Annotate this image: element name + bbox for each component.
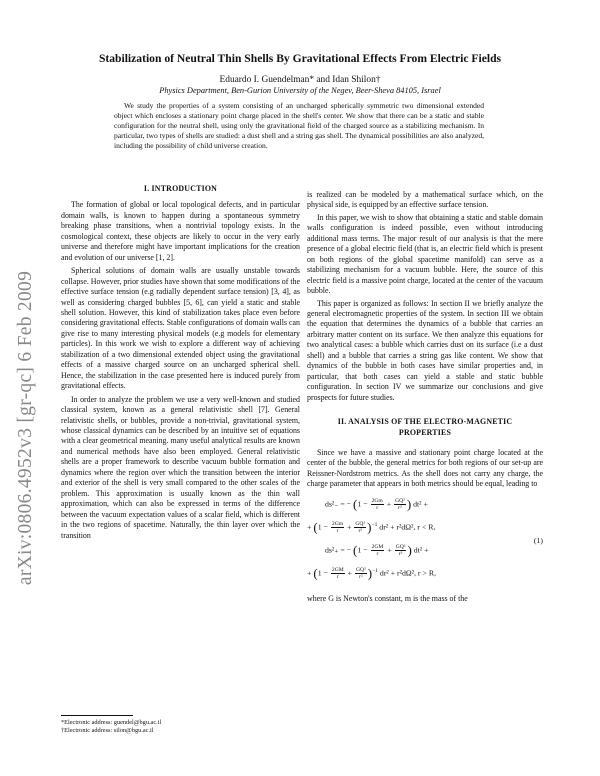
footnotes xyxy=(61,715,300,735)
footnote: †Electronic address: silon@bgu.ac.il xyxy=(61,727,154,734)
right-column xyxy=(307,190,543,604)
footnote: *Electronic address: guendel@bgu.ac.il xyxy=(61,719,162,726)
paragraph: is realized can be modeled by a mathematical surface which, on the physical side, is equipped by an effective surface tension. xyxy=(307,190,543,210)
paragraph: In order to analyze the problem we use a very well-known and studied classical system, known as a general relativistic shell [7]. General relativistic shells, or bubbles, provide a non-trivial, gravitational system, whose classical dynamics can be described by an intuitive set of equations with a clear geometrical meaning. many useful analytical results are known and numerical methods have also been employed. General relativistic shells are a proper framework to describe vacuum bubble formation and dynamics where the region over which the transition between the interior and exterior of the shell is very small compared to the other scales of the problem. This approximation is usually known as the thin wall approximation, which can also be expressed in terms of the difference between the vacuum expectation values of a scalar field, which is different in the two regions of spacetime. Naturally, the thin layer over which the transition xyxy=(61,394,300,540)
footnote-rule xyxy=(61,715,133,716)
arxiv-side-stamp: arXiv:0806.4952v3 [gr-qc] 6 Feb 2009 xyxy=(15,270,36,586)
left-column xyxy=(61,184,300,541)
section-1-title: I. INTRODUCTION xyxy=(143,184,218,193)
paragraph: In this paper, we wish to show that obtaining a static and stable domain walls configuration is indeed possible, even without introducing additional mass terms. The major result of our analysis is that the mere presence of a global electric field (that is, an electric field which is present on both regions of the global spacetime manifold) can serve as a stabilizing mechanism for a vacuum bubble. Here, the source of this electric field is a massive point charge, located at the center of the vacuum bubble. xyxy=(307,212,543,296)
equation-number: (1) xyxy=(533,535,543,545)
paragraph: Spherical solutions of domain walls are usually unstable towards collapse. However, prior studies have shown that some modifications of the effective surface tension (e.g radially dependent surface tension) [3, 4], as well as considering charged bubbles [5, 6], can yield a static and stable shell solution. However, this kind of stabilization takes place even before considering gravitational effects. Stable configurations of domain walls can give rise to many interesting physical models (e.g models for elementary particles). In this work we wish to explore a different way of achieving stabilization of a two dimensional extended object using the gravitational effects of a massive charged source on an uncharged spherical shell. Hence, the stabilization in the case presented here is induced purely from gravitational effects. xyxy=(61,266,300,391)
affiliation: Physics Department, Ben-Gurion University of the Negev, Beer-Sheva 84105, Israel xyxy=(159,86,441,95)
paragraph: where G is Newton's constant, m is the mass of the xyxy=(307,593,468,603)
paper-title: Stabilization of Neutral Thin Shells By Gravitational Effects From Electric Fields xyxy=(98,52,502,65)
paragraph: This paper is organized as follows: In section II we briefly analyze the general electromagnetic properties of the system. In section III we obtain the equation that determines the dynamics of a bubble that carries an arbitrary matter content on its surface. We then analyze this equations for two analytical cases: a bubble which carries dust on its surface (i.e a dust shell) and a bubble that carries a string gas like content. We show that dynamics of the bubble in both cases have similar properties and, in particular, that both cases can yield a stable and static bubble configuration. In section IV we summarize our conclusions and give prospects for future studies. xyxy=(307,298,543,402)
abstract: We study the properties of a system consisting of an uncharged spherically symmetric two dimensional extended object which encloses a stationary point charge placed in the shell's center. We show that there can be a static and stable configuration for the neutral shell, using only the gravitational field of the charged source as a stabilizing mechanism. In particular, two types of shells are studied: a dust shell and a string gas shell. The dynamical possibilities are also analyzed, including the possibility of child universe creation. xyxy=(114,101,484,150)
equation-1: ds²₋ = − (1 − $\frac{2Gm}{r}$ + $\frac{\text{GQ²}}{\text{r²}}$ ) dt² + + (1 − $\frac{2Gm}{r}$ + $\frac{\text{GQ²}}{\text{r²}}$ )$^{-1}$ dr² + r²dΩ², r < R, ds²₊ = − (1 − $\frac{2GM}{r}$ + $\frac{\text{GQ²}}{\text{r²}}$ ) dt² + + (1 − $\frac{2GM}{r}$ + $\frac{\text{GQ²}}{\text{r²}}$ )$^{-1}$ dr² + r²dΩ², r > R, (1) xyxy=(307,496,543,581)
section-2-title: II. ANALYSIS OF THE ELECTRO-MAGNETIC PROPERTIES xyxy=(337,417,513,437)
paragraph: Since we have a massive and stationary point charge located at the center of the bubble, the general metrics for both regions of our set-up are Reissner-Nordstrom metrics. As the shell does not carry any charge, the charge parameter that appears in both metrics should be equal, leading to xyxy=(307,447,543,489)
authors: Eduardo I. Guendelman* and Idan Shilon† xyxy=(219,75,381,85)
paragraph: The formation of global or local topological defects, and in particular domain walls, is known to happen during a spontaneous symmetry breaking phase transitions, when a nontrivial topology exists. In the cosmological context, these objects are likely to occur in the very early universe and therefore might have important implications for the creation and evolution of our universe [1, 2]. xyxy=(61,200,300,262)
